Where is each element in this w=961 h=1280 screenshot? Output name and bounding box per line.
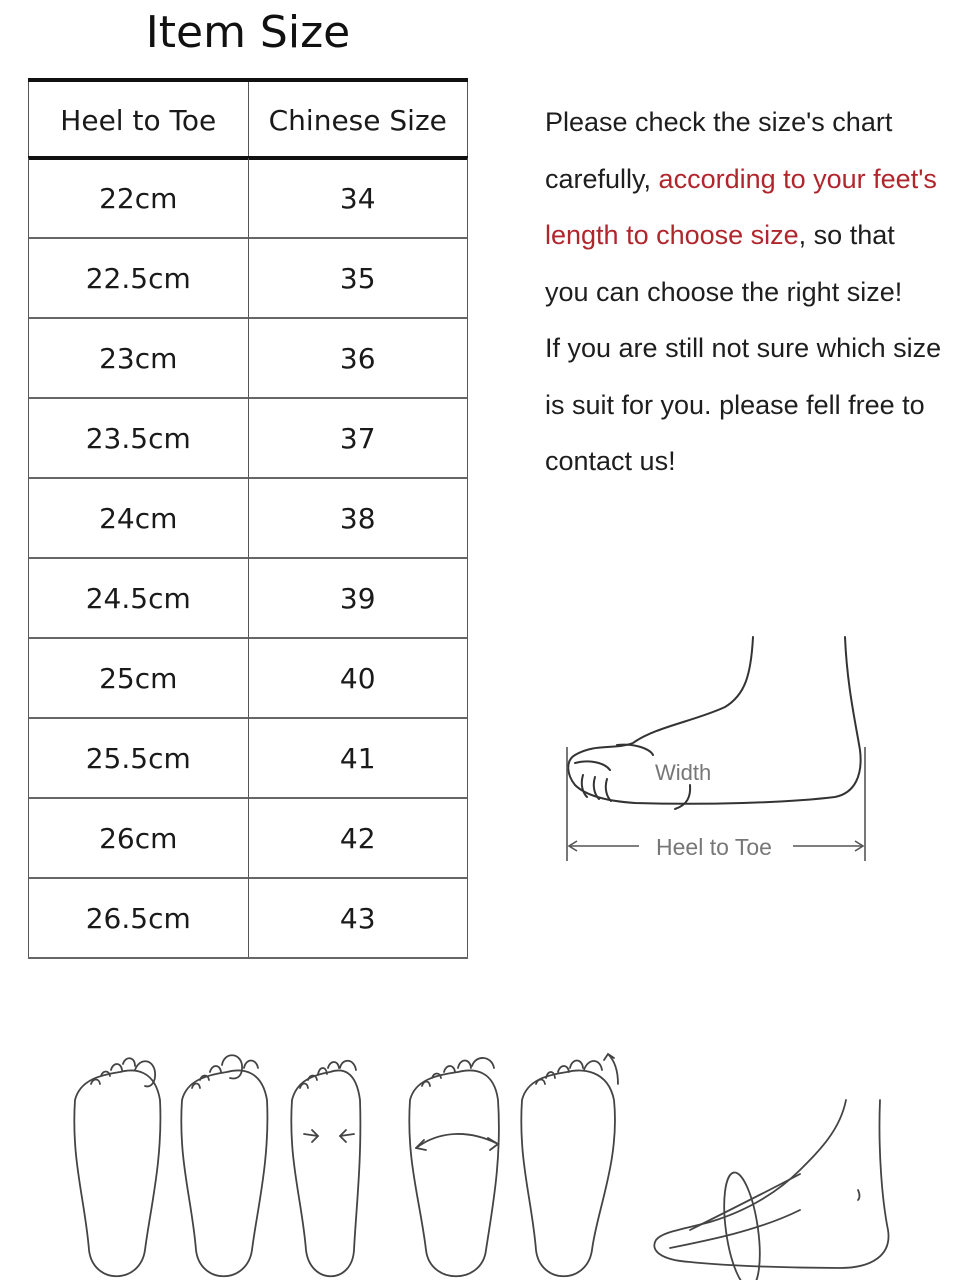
instruction-text-2: , so that you can choose the right size! [545,220,903,307]
foot-measure-diagram [555,625,875,875]
cell-heel-to-toe: 24cm [28,478,249,558]
table-row [28,798,468,878]
cell-chinese-size: 35 [249,238,469,318]
size-instructions [545,94,945,490]
cell-heel-to-toe: 25.5cm [28,718,249,798]
foot-outline-4 [409,1058,499,1276]
cell-chinese-size: 42 [249,798,469,878]
cell-chinese-size: 43 [249,878,469,958]
table-row [28,238,468,318]
cell-chinese-size: 40 [249,638,469,718]
cell-chinese-size: 41 [249,718,469,798]
cell-heel-to-toe: 23.5cm [28,398,249,478]
foot-outline-1 [74,1058,160,1276]
instruction-highlight: according to your feet's length to choose size [545,163,937,250]
foot-outline-5 [521,1054,618,1276]
cell-heel-to-toe: 22.5cm [28,238,249,318]
foot-outline-2 [181,1055,267,1276]
cell-heel-to-toe: 24.5cm [28,558,249,638]
size-table [28,78,468,958]
width-label: Width [655,760,712,785]
foot-shapes-illustration [0,1030,961,1280]
table-row [28,478,468,558]
cell-heel-to-toe: 22cm [28,158,249,238]
cell-chinese-size: 38 [249,478,469,558]
cell-chinese-size: 34 [249,158,469,238]
instruction-paragraph-2: If you are still not sure which size is suit for you. please fell free to contact us! [545,333,942,476]
foot-outline-side [654,1100,888,1280]
page-title: Item Size [145,6,351,58]
heel-to-toe-label: Heel to Toe [656,834,772,860]
instruction-paragraph-1 [545,94,945,320]
cell-chinese-size: 36 [249,318,469,398]
instruction-text-1: Please check the size's chart carefully, [545,107,893,194]
header-heel-to-toe: Heel to Toe [28,82,249,158]
table-header-row [28,82,468,158]
cell-heel-to-toe: 25cm [28,638,249,718]
table-row [28,558,468,638]
cell-heel-to-toe: 26.5cm [28,878,249,958]
cell-heel-to-toe: 26cm [28,798,249,878]
table-row [28,158,468,238]
row-divider [28,957,468,959]
cell-heel-to-toe: 23cm [28,318,249,398]
header-chinese-size: Chinese Size [249,82,469,158]
table-row [28,638,468,718]
table-row [28,318,468,398]
table-row [28,718,468,798]
table-row [28,398,468,478]
table-row [28,878,468,958]
cell-chinese-size: 37 [249,398,469,478]
cell-chinese-size: 39 [249,558,469,638]
foot-outline-3 [291,1061,360,1277]
